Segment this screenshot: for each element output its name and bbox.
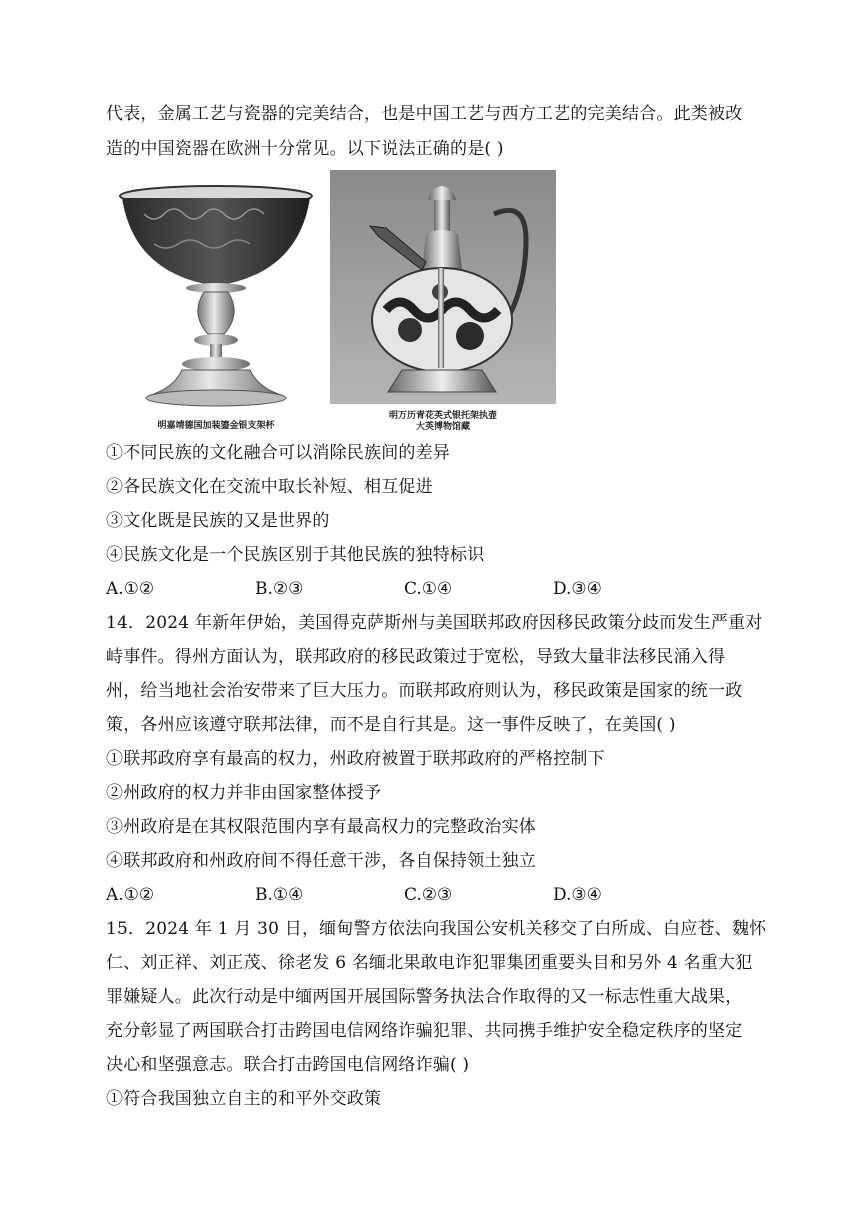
intro-line-1: 代表，金属工艺与瓷器的完美结合，也是中国工艺与西方工艺的完美结合。此类被改 [106, 104, 743, 124]
q13-option-a: A.①② [106, 579, 155, 599]
q15-stem-line-4: 充分彰显了两国联合打击跨国电信网络诈骗犯罪、共同携手维护安全稳定秩序的坚定 [106, 1021, 743, 1041]
cup-image [104, 174, 328, 432]
q15-stem-line-2: 仁、刘正祥、刘正茂、徐老发 6 名缅北果敢电诈犯罪集团重要头目和另外 4 名重大犯 [106, 953, 753, 973]
figure-artifacts [104, 170, 556, 432]
q13-item-3: ③文化既是民族的又是世界的 [106, 511, 330, 531]
q14-option-c: C.②③ [404, 885, 453, 905]
q14-item-1: ①联邦政府享有最高的权力，州政府被置于联邦政府的严格控制下 [106, 749, 605, 769]
q15-stem-line-3: 罪嫌疑人。此次行动是中缅两国开展国际警务执法合作取得的又一标志性重大战果， [106, 987, 743, 1007]
q13-item-2: ②各民族文化在交流中取长补短、相互促进 [106, 477, 433, 497]
ewer-illustration [330, 170, 556, 404]
cup-caption: 明嘉靖德国加装鎏金银支架杯 [157, 421, 275, 431]
q14-item-3: ③州政府是在其权限范围内享有最高权力的完整政治实体 [106, 817, 536, 837]
ewer-image [330, 170, 556, 432]
q14-option-a: A.①② [106, 885, 155, 905]
q14-stem-line-3: 州，给当地社会治安带来了巨大压力。而联邦政府则认为，移民政策是国家的统一政 [106, 681, 743, 701]
q14-item-4: ④联邦政府和州政府间不得任意干涉，各自保持领土独立 [106, 851, 536, 871]
q15-item-1: ①符合我国独立自主的和平外交政策 [106, 1089, 382, 1109]
q13-option-b: B.②③ [255, 579, 304, 599]
ewer-caption-line-2: 大英博物馆藏 [415, 422, 470, 432]
q14-option-d: D.③④ [553, 885, 602, 905]
q13-option-d: D.③④ [553, 579, 602, 599]
q13-item-1: ①不同民族的文化融合可以消除民族间的差异 [106, 443, 450, 463]
ewer-caption-line-1: 明万历青花英式银托架执壶 [388, 411, 497, 421]
q15-stem-line-5: 决心和坚强意志。联合打击跨国电信网络诈骗( ) [106, 1055, 470, 1075]
q14-stem-line-1: 14．2024 年新年伊始，美国得克萨斯州与美国联邦政府因移民政策分歧而发生严重对 [106, 613, 763, 633]
q13-item-4: ④民族文化是一个民族区别于其他民族的独特标识 [106, 545, 485, 565]
cup-illustration [104, 174, 328, 416]
q14-item-2: ②州政府的权力并非由国家整体授予 [106, 783, 382, 803]
q13-option-c: C.①④ [404, 579, 453, 599]
q15-stem-line-1: 15．2024 年 1 月 30 日，缅甸警方依法向我国公安机关移交了白所成、白应苍、魏怀 [106, 919, 767, 939]
q14-stem-line-4: 策，各州应该遵守联邦法律，而不是自行其是。这一事件反映了，在美国( ) [106, 715, 676, 735]
q14-stem-line-2: 峙事件。得州方面认为，联邦政府的移民政策过于宽松，导致大量非法移民涌入得 [106, 647, 726, 667]
q14-option-b: B.①④ [255, 885, 304, 905]
intro-line-2: 造的中国瓷器在欧洲十分常见。以下说法正确的是( ) [106, 139, 504, 159]
